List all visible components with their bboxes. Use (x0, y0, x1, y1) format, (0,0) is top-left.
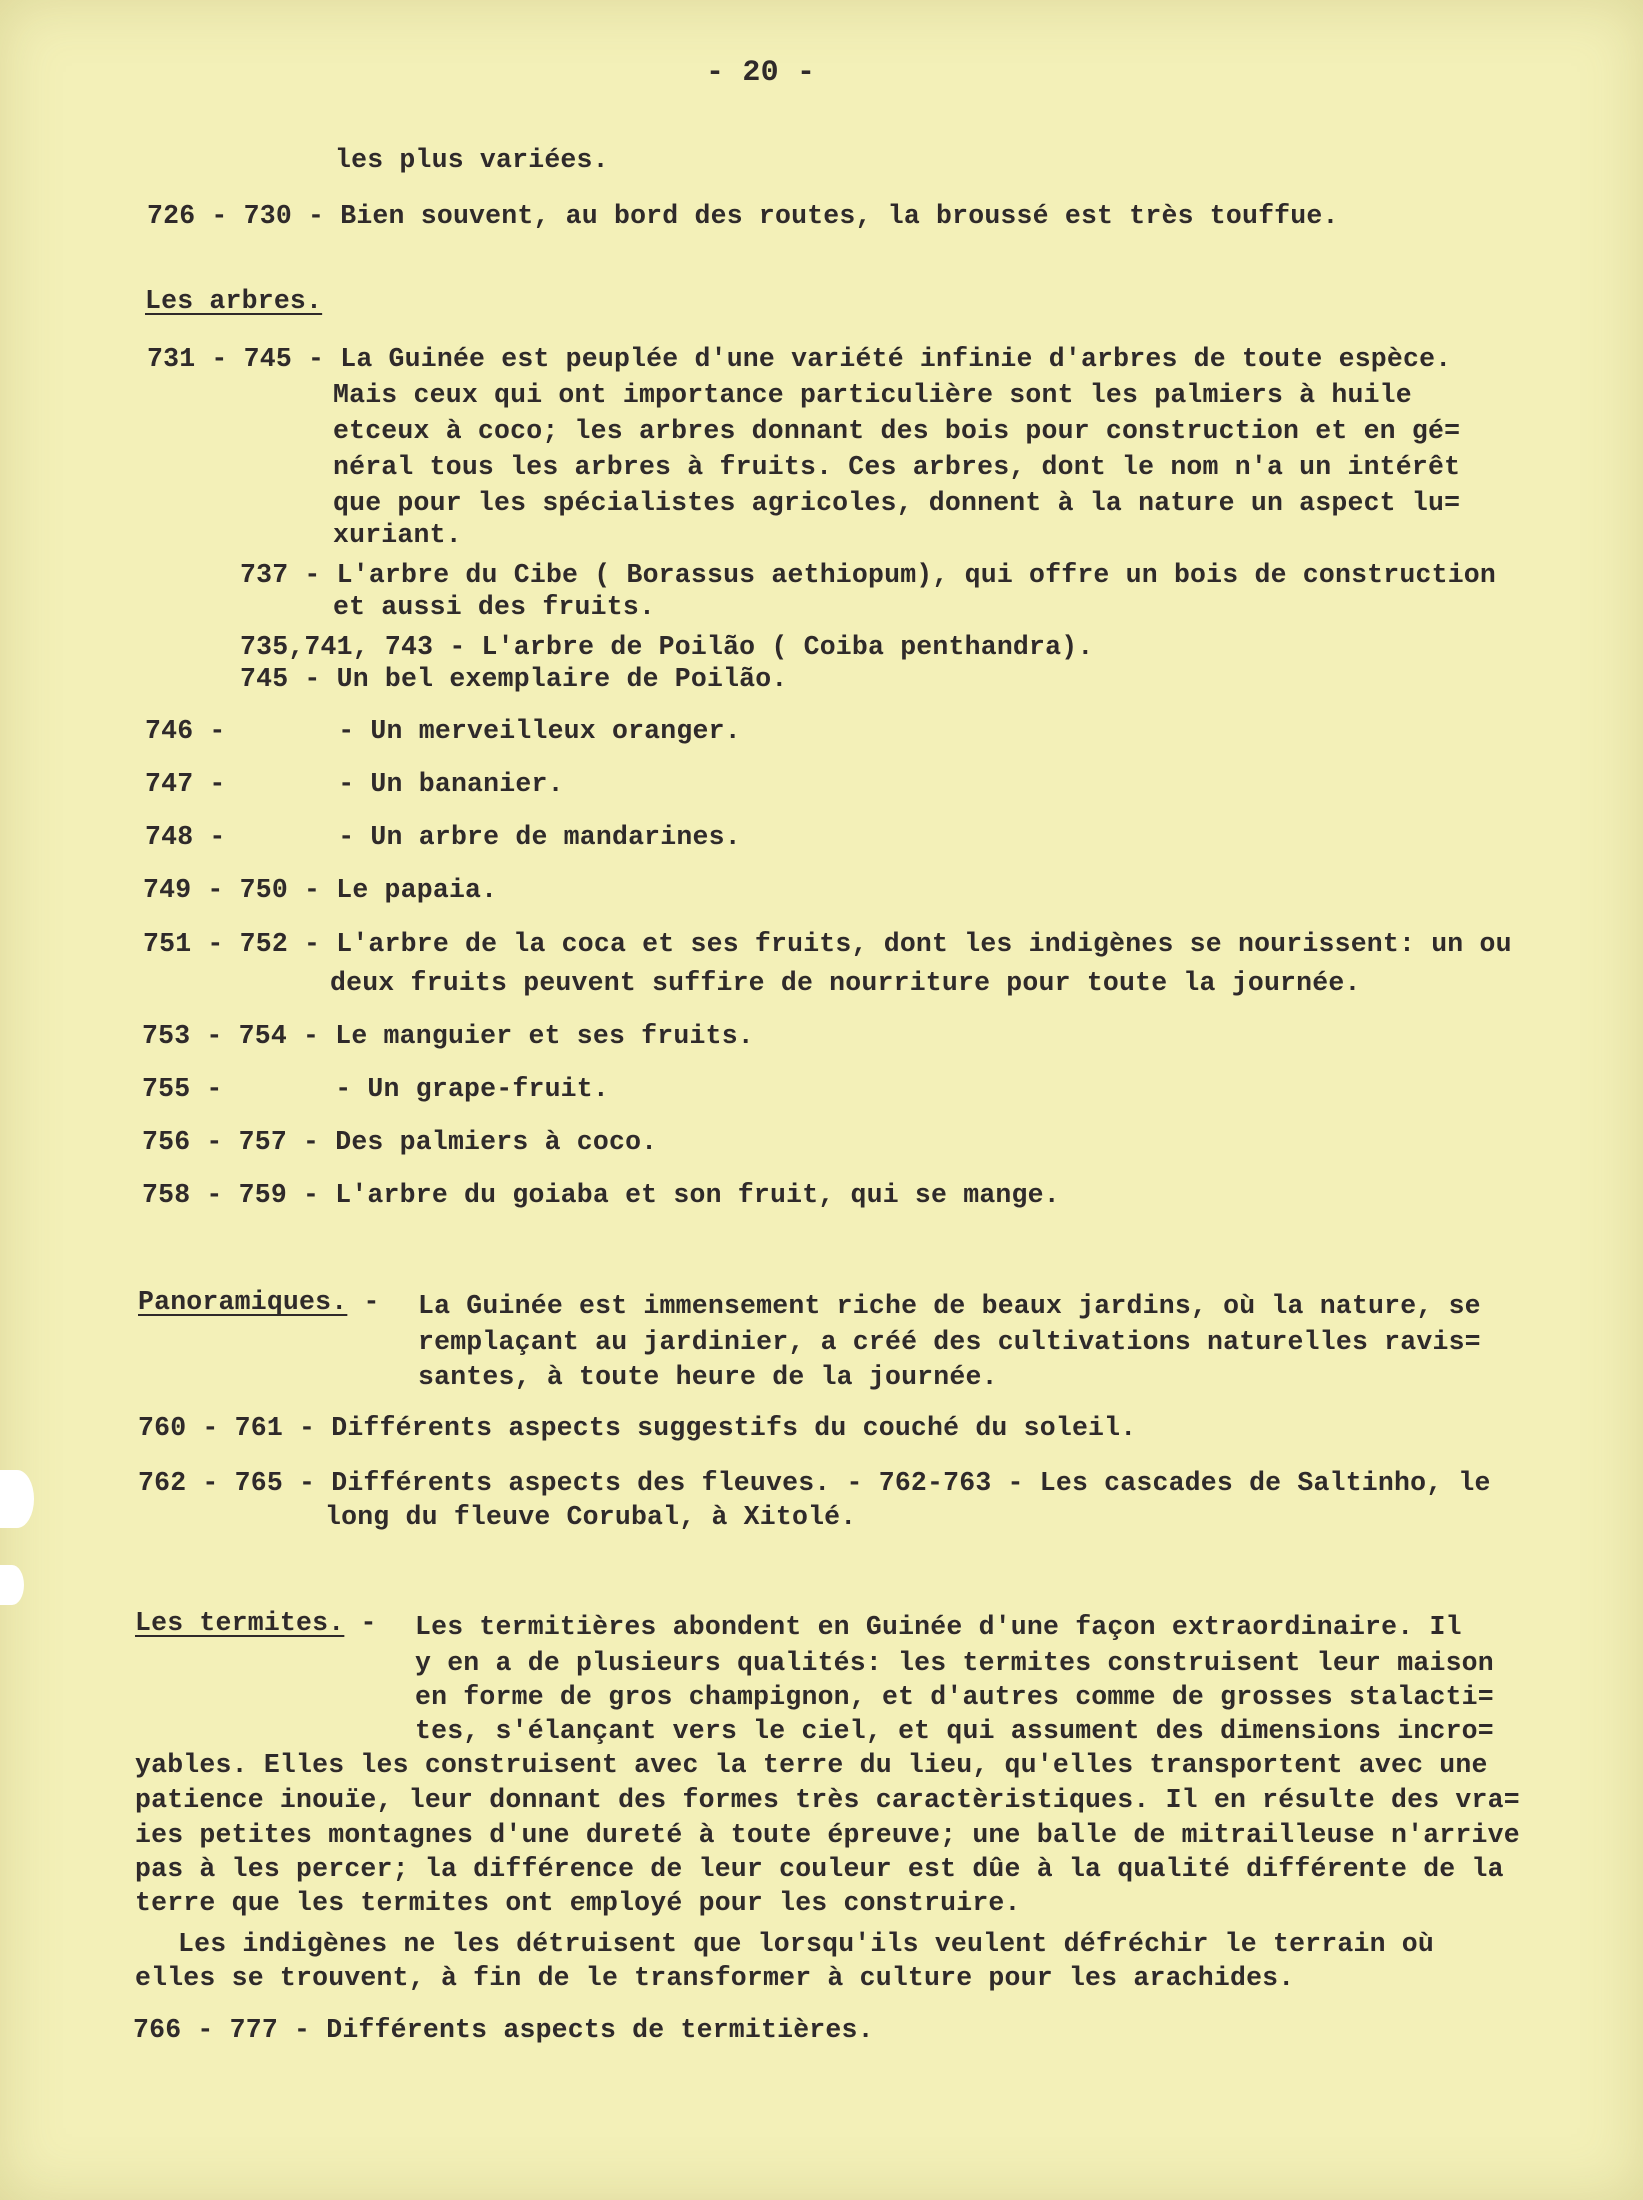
text-line: 758 - 759 - L'arbre du goiaba et son fruit, qui se mange. (142, 1180, 1060, 1210)
text-line: santes, à toute heure de la journée. (418, 1362, 998, 1392)
text-line: en forme de gros champignon, et d'autres comme de grosses stalacti= (415, 1682, 1494, 1712)
text-line: 747 - - Un bananier. (145, 769, 564, 799)
text-line: 749 - 750 - Le papaia. (143, 875, 498, 905)
text-line: etceux à coco; les arbres donnant des bois pour construction et en gé= (333, 416, 1461, 446)
paper-tear (0, 1470, 34, 1528)
text-line: ies petites montagnes d'une dureté à toute épreuve; une balle de mitrailleuse n'arrive (135, 1820, 1520, 1850)
text-line: xuriant. (333, 520, 462, 550)
text-line: patience inouïe, leur donnant des formes très caractèristiques. Il en résulte des vra= (135, 1785, 1520, 1815)
text-line: Les indigènes ne les détruisent que lorsqu'ils veulent défréchir le terrain où (178, 1929, 1435, 1959)
heading-dash: - (344, 1608, 377, 1638)
text-line: 746 - - Un merveilleux oranger. (145, 716, 741, 746)
text-line: y en a de plusieurs qualités: les termites construisent leur maison (415, 1648, 1494, 1678)
page-number: - 20 - (706, 56, 816, 90)
text-line: que pour les spécialistes agricoles, donnent à la nature un aspect lu= (333, 488, 1461, 518)
section-heading-panoramiques (138, 1285, 380, 1319)
text-line: elles se trouvent, à fin de le transformer à culture pour les arachides. (135, 1963, 1295, 1993)
text-line: les plus variées. (335, 145, 609, 175)
text-line: néral tous les arbres à fruits. Ces arbres, dont le nom n'a un intérêt (333, 452, 1461, 482)
text-line: deux fruits peuvent suffire de nourriture pour toute la journée. (330, 968, 1361, 998)
text-line: 748 - - Un arbre de mandarines. (145, 822, 741, 852)
text-line: remplaçant au jardinier, a créé des cultivations naturelles ravis= (418, 1327, 1481, 1357)
text-line: 735,741, 743 - L'arbre de Poilão ( Coiba penthandra). (240, 632, 1094, 662)
text-line: 756 - 757 - Des palmiers à coco. (142, 1127, 658, 1157)
section-heading-termites (135, 1606, 377, 1640)
text-line: tes, s'élançant vers le ciel, et qui assument des dimensions incro= (415, 1716, 1494, 1746)
text-line: 745 - Un bel exemplaire de Poilão. (240, 664, 788, 694)
text-line: 753 - 754 - Le manguier et ses fruits. (142, 1021, 754, 1051)
text-line: pas à les percer; la différence de leur couleur est dûe à la qualité différente de la (135, 1854, 1504, 1884)
text-line: La Guinée est immensement riche de beaux jardins, où la nature, se (418, 1291, 1481, 1321)
termites-heading: Les termites. (135, 1608, 345, 1638)
text-line: long du fleuve Corubal, à Xitolé. (325, 1502, 857, 1532)
text-line: 762 - 765 - Différents aspects des fleuves. - 762-763 - Les cascades de Saltinho, le (138, 1468, 1491, 1498)
text-line: 751 - 752 - L'arbre de la coca et ses fruits, dont les indigènes se nourissent: un ou (143, 929, 1512, 959)
text-line: 766 - 777 - Différents aspects de termitières. (133, 2015, 874, 2045)
text-line: 737 - L'arbre du Cibe ( Borassus aethiopum), qui offre un bois de construction (240, 560, 1497, 590)
text-line: terre que les termites ont employé pour les construire. (135, 1888, 1021, 1918)
text-line: 760 - 761 - Différents aspects suggestifs du couché du soleil. (138, 1413, 1137, 1443)
text-line: et aussi des fruits. (333, 592, 656, 622)
text-line: yables. Elles les construisent avec la terre du lieu, qu'elles transportent avec une (135, 1750, 1488, 1780)
text-line: Mais ceux qui ont importance particulière sont les palmiers à huile (333, 380, 1412, 410)
section-heading-arbres: Les arbres. (145, 286, 323, 316)
panoramiques-heading: Panoramiques. (138, 1287, 348, 1317)
text-line: 726 - 730 - Bien souvent, au bord des routes, la broussé est très touffue. (147, 201, 1339, 231)
heading-dash: - (347, 1287, 380, 1317)
text-line: 731 - 745 - La Guinée est peuplée d'une variété infinie d'arbres de toute espèce. (147, 344, 1452, 374)
text-line: 755 - - Un grape-fruit. (142, 1074, 609, 1104)
paper-tear (0, 1565, 24, 1605)
text-line: Les termitières abondent en Guinée d'une façon extraordinaire. Il (415, 1612, 1462, 1642)
